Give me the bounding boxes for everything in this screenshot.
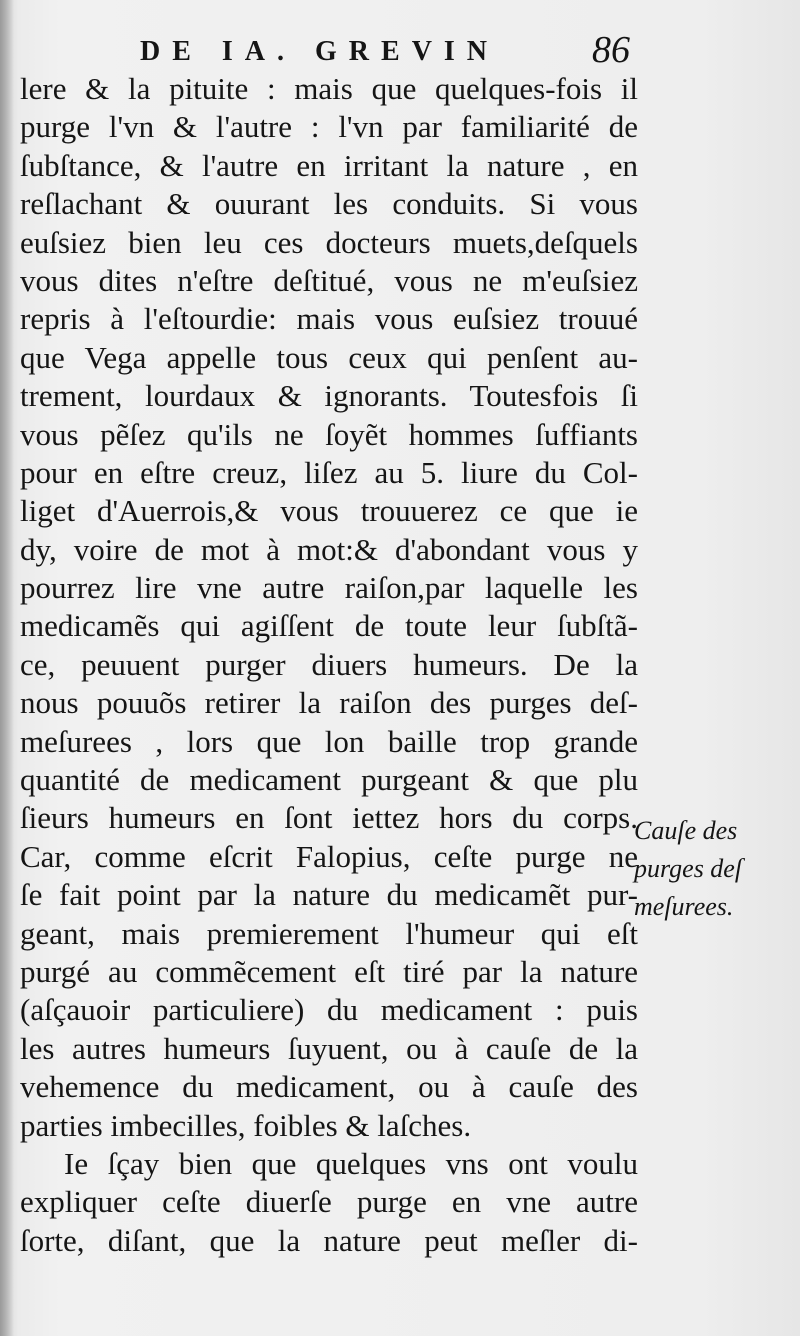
text-line: expliquer ceſte diuerſe purge en vne autre [20,1184,638,1220]
binding-shadow [0,0,14,1336]
marginal-note [634,812,794,926]
text-line: parties imbecilles, foibles & laſches. [20,1107,472,1143]
text-line: pour en eſtre creuz, liſez au 5. liure du Col- [20,454,638,490]
text-line: geant, mais premierement l'humeur qui eſt [20,915,638,951]
text-line: (aſçauoir particuliere) du medicament : puis [20,992,638,1028]
marginal-note-line: purges deſ [634,854,743,883]
text-line: reſlachant & ouurant les conduits. Si vous [20,186,638,222]
text-line: ſorte, diſant, que la nature peut meſler di- [20,1222,638,1258]
main-text [20,70,638,1260]
marginal-note-line: meſurees. [634,892,734,921]
text-line: euſsiez bien leu ces docteurs muets,deſquels [20,224,638,260]
running-head: DE IA. GREVIN [140,36,500,67]
text-line: trement, lourdaux & ignorants. Toutesfois ſi [20,378,638,414]
text-line: vous dites n'eſtre deſtitué, vous ne m'euſsiez [20,262,638,298]
text-line: dy, voire de mot à mot:& d'abondant vous y [20,531,638,567]
text-line: lere & la pituite : mais que quelques-fois il [20,71,638,106]
text-line: ſe fait point par la nature du medicamẽt pur- [20,877,638,913]
text-line: purgé au commẽcement eſt tiré par la nature [20,953,638,989]
text-line: ſieurs humeurs en ſont iettez hors du corps. [20,800,638,836]
text-line: medicamẽs qui agiſſent de toute leur ſubſtã- [20,608,638,644]
marginal-note-line: Cauſe des [634,816,738,845]
text-line: que Vega appelle tous ceux qui penſent au- [20,339,638,375]
text-line: meſurees , lors que lon baille trop grande [20,723,638,759]
text-line: liget d'Auerrois,& vous trouuerez ce que ie [20,493,638,529]
text-line: purge l'vn & l'autre : l'vn par familiarité de [20,109,638,145]
text-line: Car, comme eſcrit Falopius, ceſte purge ne [20,838,638,874]
text-line: nous pouuõs retirer la raiſon des purges deſ- [20,685,638,721]
text-line: repris à l'eſtourdie: mais vous euſsiez trouué [20,301,638,337]
text-line: les autres humeurs ſuyuent, ou à cauſe de la [20,1030,638,1066]
text-line: vehemence du medicament, ou à cauſe des [20,1069,638,1105]
text-line: Ie ſçay bien que quelques vns ont voulu [64,1145,638,1181]
text-line: pourrez lire vne autre raiſon,par laquelle les [20,570,638,606]
text-line: ce, peuuent purger diuers humeurs. De la [20,646,638,682]
text-line: vous pẽſez qu'ils ne ſoyẽt hommes ſuffiants [20,416,638,452]
page-number: 86 [592,29,630,71]
text-line: ſubſtance, & l'autre en irritant la nature , en [20,147,638,183]
text-line: quantité de medicament purgeant & que plu [20,762,638,798]
